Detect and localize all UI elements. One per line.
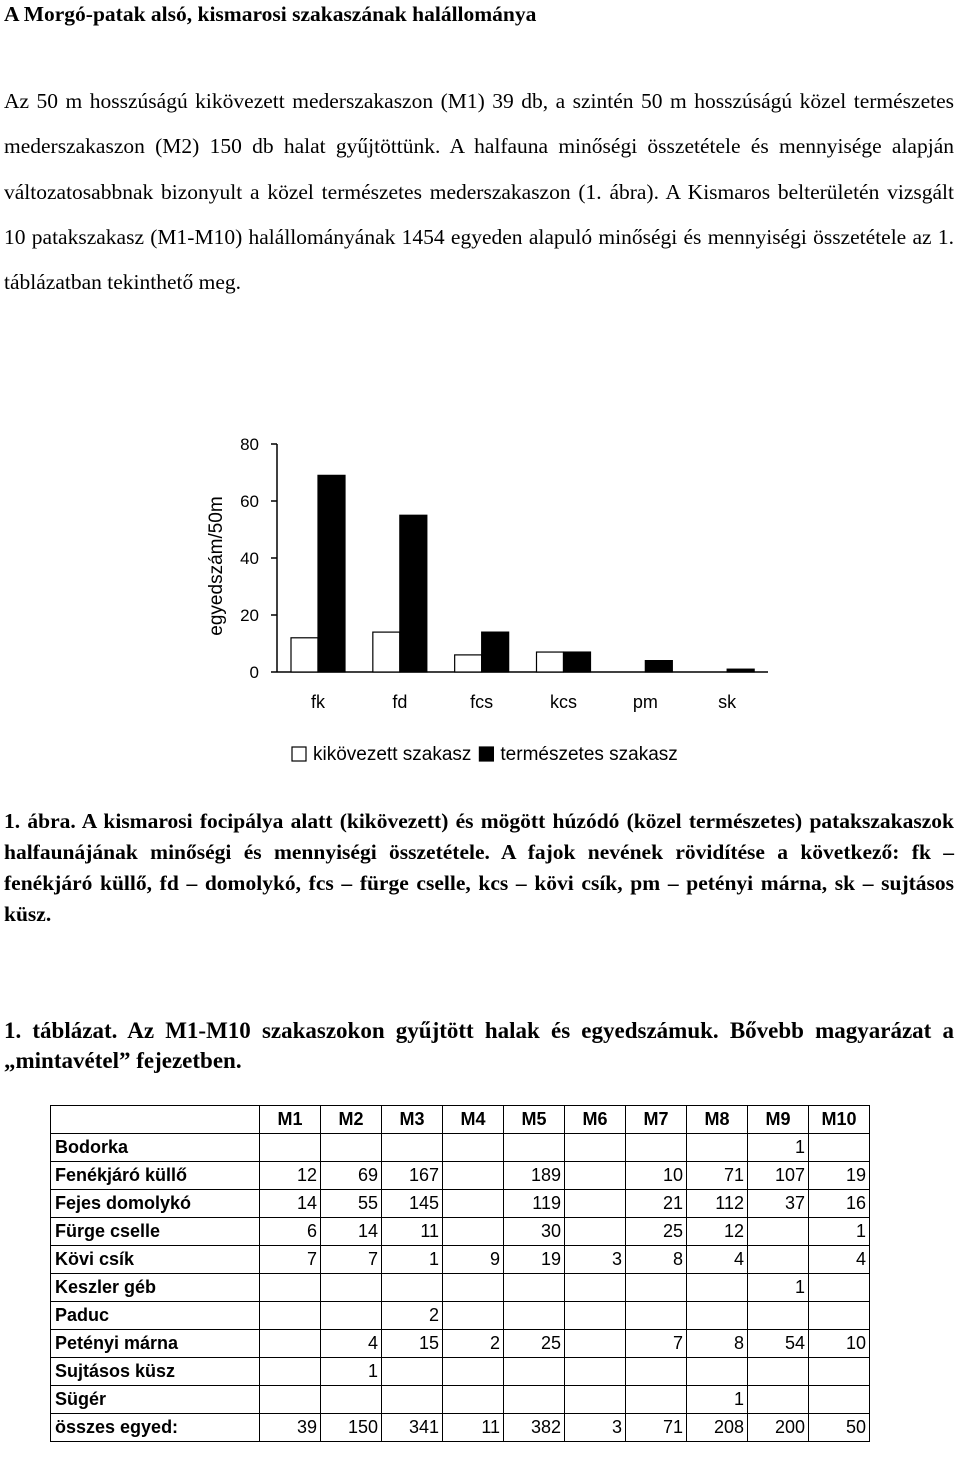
row-label: Sujtásos küsz [51,1358,260,1386]
table-cell [504,1302,565,1330]
table-cell [565,1190,626,1218]
figure-caption: 1. ábra. A kismarosi focipálya alatt (kikövezett) és mögött húzódó (közel természetes) patakszakaszok halfaunájának minőségi és mennyiségi összetétele. A fajok nevének rövidítése a következő: fk – fenékjáró küllő, fd – domolykó, fcs – fürge cselle, kcs – kövi csík, pm – petényi márna, sk – sujtásos küsz. [4,809,954,926]
table-cell [443,1274,504,1302]
table-cell [321,1386,382,1414]
x-tick-label: pm [632,692,658,712]
column-header: M6 [565,1106,626,1134]
table-cell [382,1134,443,1162]
table-cell: 189 [504,1162,565,1190]
table-cell [687,1358,748,1386]
y-tick-label: 20 [240,606,259,625]
column-header: M1 [260,1106,321,1134]
table-cell: 69 [321,1162,382,1190]
document-title: A Morgó-patak alsó, kismarosi szakaszának halállománya [4,2,537,26]
table-cell: 1 [382,1246,443,1274]
table-cell: 1 [748,1274,809,1302]
table-cell: 1 [748,1134,809,1162]
column-header: M2 [321,1106,382,1134]
row-label: Sügér [51,1386,260,1414]
table-row [51,1302,870,1330]
table-cell [443,1162,504,1190]
table-cell [443,1218,504,1246]
table-cell: 15 [382,1330,443,1358]
table-cell [626,1134,687,1162]
table-cell: 208 [687,1414,748,1442]
table-cell [748,1218,809,1246]
fish-table [50,1105,870,1442]
table-row [51,1246,870,1274]
table-cell: 7 [321,1246,382,1274]
row-label: Fejes domolykó [51,1190,260,1218]
table-cell [626,1358,687,1386]
table-cell [260,1134,321,1162]
y-tick-label: 0 [249,663,259,682]
table-cell [687,1134,748,1162]
row-label: Bodorka [51,1134,260,1162]
table-cell [748,1358,809,1386]
y-tick-label: 60 [240,492,259,511]
x-tick-label: fk [310,692,326,712]
table-cell: 12 [687,1218,748,1246]
table-cell: 50 [809,1414,870,1442]
bar-fd-termeszetes [400,515,427,672]
row-label: összes egyed: [51,1414,260,1442]
table-cell: 2 [382,1302,443,1330]
table-cell: 71 [626,1414,687,1442]
table-cell [565,1218,626,1246]
table-cell [626,1302,687,1330]
table-cell: 37 [748,1190,809,1218]
bar-chart-svg [180,420,800,790]
bar-fk-termeszetes [318,475,345,672]
table-cell: 107 [748,1162,809,1190]
table-cell: 71 [687,1162,748,1190]
legend-swatch-kikovezett [292,747,306,761]
table-cell: 21 [626,1190,687,1218]
table-cell [565,1134,626,1162]
column-header: M3 [382,1106,443,1134]
legend-label: természetes szakasz [500,744,678,765]
table-cell [565,1162,626,1190]
intro-paragraph: Az 50 m hosszúságú kikövezett mederszakaszon (M1) 39 db, a szintén 50 m hosszúságú közel természetes mederszakaszon (M2) 150 db halat gyűjtöttünk. A halfauna minőségi összetétele és mennyisége alapján változatosabbnak bizonyult a közel természetes mederszakaszon (1. ábra). A Kismaros belterületén vizsgált 10 patakszakasz (M1-M10) halállományának 1454 egyeden alapuló minőségi és mennyiségi összetétele az 1. táblázatban tekinthető meg. [4,89,954,295]
table-cell: 8 [626,1246,687,1274]
column-header: M7 [626,1106,687,1134]
bar-kcs-kikovezett [537,652,564,672]
table-cell: 112 [687,1190,748,1218]
table-cell: 16 [809,1190,870,1218]
table-cell [260,1274,321,1302]
column-header: M4 [443,1106,504,1134]
y-tick-label: 40 [240,549,259,568]
table-cell [443,1302,504,1330]
table-row [51,1386,870,1414]
bar-fk-kikovezett [291,638,318,672]
column-header: M5 [504,1106,565,1134]
x-tick-label: fcs [470,692,494,712]
table-row [51,1190,870,1218]
table-cell [809,1134,870,1162]
table-cell [748,1386,809,1414]
table-cell [260,1330,321,1358]
table-cell: 14 [260,1190,321,1218]
table-corner-cell [51,1106,260,1134]
table-cell [809,1302,870,1330]
table-cell [809,1274,870,1302]
table-cell: 25 [504,1330,565,1358]
column-header: M9 [748,1106,809,1134]
table-cell [565,1330,626,1358]
x-tick-label: sk [718,692,737,712]
table-cell: 25 [626,1218,687,1246]
bar-fcs-termeszetes [482,632,509,672]
table-row [51,1218,870,1246]
table-cell [504,1358,565,1386]
table-cell [809,1358,870,1386]
y-tick-label: 80 [240,435,259,454]
table-cell: 2 [443,1330,504,1358]
x-tick-label: kcs [550,692,577,712]
table-cell [809,1386,870,1414]
bar-fcs-kikovezett [455,655,482,672]
table-cell: 8 [687,1330,748,1358]
table-cell [260,1302,321,1330]
legend-label: kikövezett szakasz [313,744,472,765]
table-cell: 200 [748,1414,809,1442]
table-cell: 382 [504,1414,565,1442]
table-cell [321,1274,382,1302]
table-cell: 119 [504,1190,565,1218]
row-label: Paduc [51,1302,260,1330]
table-cell: 150 [321,1414,382,1442]
table-cell: 4 [687,1246,748,1274]
table-cell [565,1358,626,1386]
table-cell: 145 [382,1190,443,1218]
table-cell: 10 [809,1330,870,1358]
table-cell: 11 [382,1218,443,1246]
bar-chart [180,420,800,790]
table-row [51,1330,870,1358]
table-cell [687,1274,748,1302]
table-cell [260,1358,321,1386]
table-cell: 6 [260,1218,321,1246]
table-cell [565,1302,626,1330]
table-cell: 39 [260,1414,321,1442]
table-cell [382,1358,443,1386]
table-row [51,1358,870,1386]
table-cell: 7 [260,1246,321,1274]
table-cell [626,1274,687,1302]
table-cell [382,1386,443,1414]
table-cell [260,1386,321,1414]
table-cell: 9 [443,1246,504,1274]
table-cell [443,1190,504,1218]
table-title: 1. táblázat. Az M1-M10 szakaszokon gyűjtött halak és egyedszámuk. Bővebb magyarázat a „mintavétel” fejezetben. [4,1018,954,1073]
table-row [51,1414,870,1442]
bar-kcs-termeszetes [564,652,591,672]
table-cell: 3 [565,1414,626,1442]
table-cell [443,1134,504,1162]
table-cell: 54 [748,1330,809,1358]
column-header: M8 [687,1106,748,1134]
table-cell: 55 [321,1190,382,1218]
table-cell: 341 [382,1414,443,1442]
table-cell [565,1274,626,1302]
table-cell [321,1302,382,1330]
table-cell: 11 [443,1414,504,1442]
y-axis-label: egyedszám/50m [206,496,227,636]
bar-pm-termeszetes [645,661,672,672]
table-cell [504,1274,565,1302]
table-row [51,1162,870,1190]
table-cell [443,1358,504,1386]
bar-fd-kikovezett [373,632,400,672]
table-cell [626,1386,687,1414]
row-label: Petényi márna [51,1330,260,1358]
row-label: Fenékjáró küllő [51,1162,260,1190]
table-cell [443,1386,504,1414]
table-cell [504,1134,565,1162]
bar-sk-termeszetes [727,669,754,672]
table-header-row [51,1106,870,1134]
table-cell: 19 [809,1162,870,1190]
table-cell [748,1246,809,1274]
table-cell [382,1274,443,1302]
x-tick-label: fd [392,692,408,712]
table-cell [687,1302,748,1330]
table-cell [565,1386,626,1414]
row-label: Kövi csík [51,1246,260,1274]
row-label: Fürge cselle [51,1218,260,1246]
table-cell: 14 [321,1218,382,1246]
table-cell: 1 [687,1386,748,1414]
table-cell: 30 [504,1218,565,1246]
legend-swatch-termeszetes [479,747,493,761]
table-cell: 12 [260,1162,321,1190]
table-row [51,1134,870,1162]
table-cell [748,1302,809,1330]
table-cell: 167 [382,1162,443,1190]
table-cell [321,1134,382,1162]
table-cell: 4 [809,1246,870,1274]
table-row [51,1274,870,1302]
table-cell: 19 [504,1246,565,1274]
column-header: M10 [809,1106,870,1134]
table-cell: 7 [626,1330,687,1358]
table-cell: 10 [626,1162,687,1190]
table-cell: 1 [809,1218,870,1246]
table-cell: 3 [565,1246,626,1274]
table-cell: 4 [321,1330,382,1358]
table-cell: 1 [321,1358,382,1386]
table-cell [504,1386,565,1414]
row-label: Keszler géb [51,1274,260,1302]
